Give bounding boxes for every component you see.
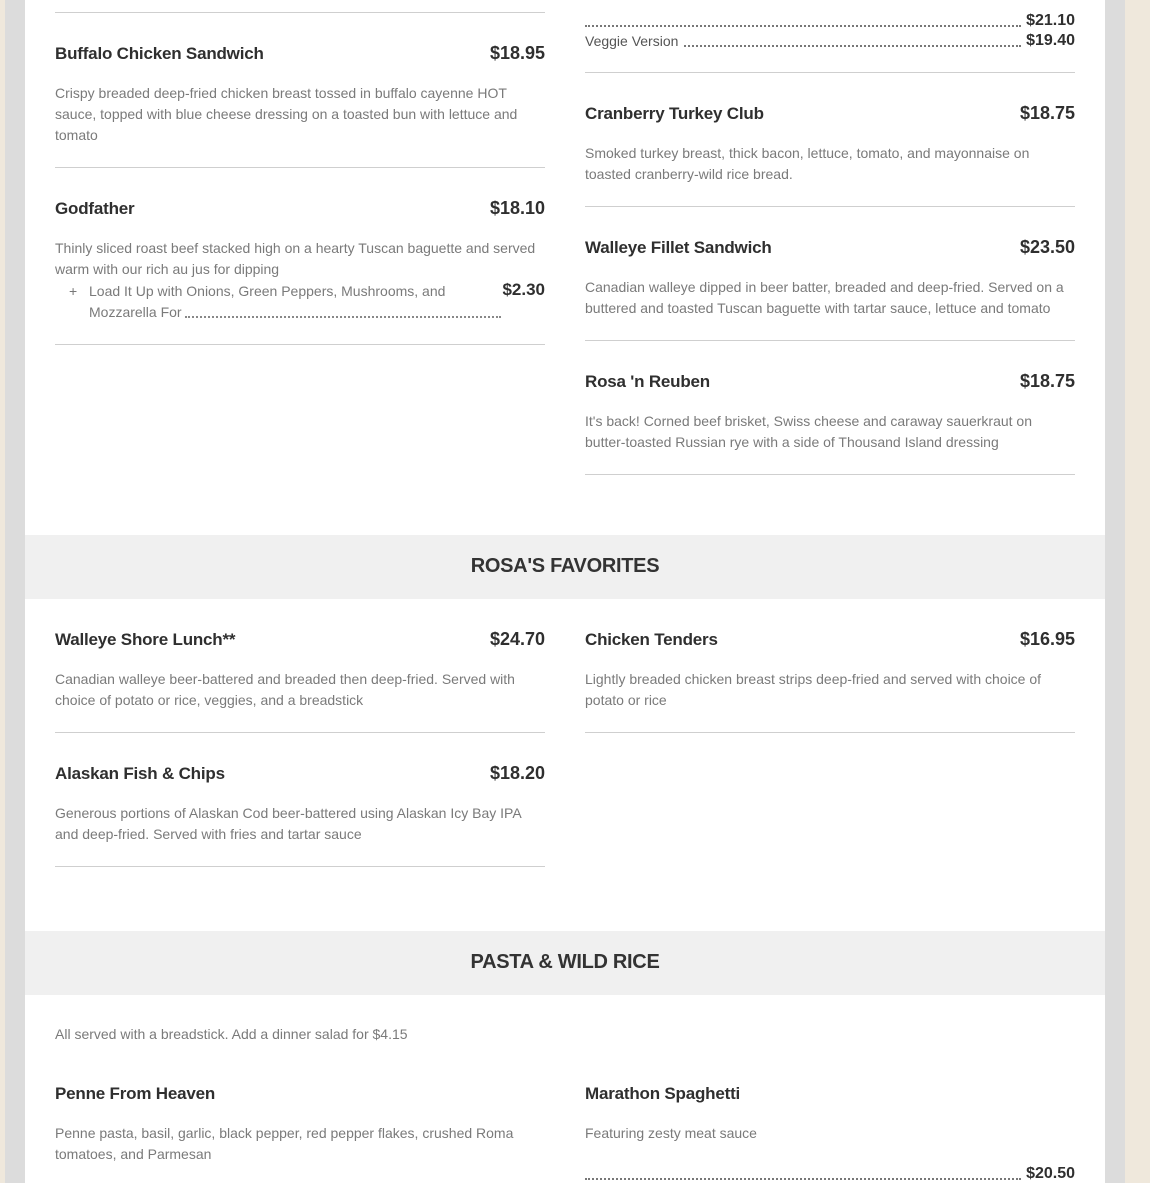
menu-item-header [55, 630, 545, 654]
item-name: Chicken Tenders [585, 630, 718, 649]
menu-item-header [585, 104, 1075, 128]
dot-leader [185, 316, 501, 318]
divider [55, 732, 545, 733]
item-price: $16.95 [1019, 629, 1075, 649]
item-description: Lightly breaded chicken breast strips deep-fried and served with choice of potato or rice [585, 671, 1042, 708]
divider [585, 340, 1075, 341]
item-description: It's back! Corned beef brisket, Swiss cheese and caraway sauerkraut on butter-toasted Russian rye with a side of Thousand Island dressing [585, 413, 1033, 450]
item-name: Walleye Fillet Sandwich [585, 238, 772, 257]
section-title: PASTA & WILD RICE [470, 951, 660, 973]
item-description: Penne pasta, basil, garlic, black pepper, red pepper flakes, crushed Roma tomatoes, and Parmesan [55, 1125, 514, 1162]
item-name: Marathon Spaghetti [585, 1084, 741, 1103]
item-price: $18.75 [1019, 103, 1075, 123]
item-name: Buffalo Chicken Sandwich [55, 44, 264, 63]
dot-leader [585, 25, 1021, 27]
option-price: $21.10 [1026, 12, 1075, 29]
dot-leader [585, 1178, 1021, 1180]
item-price: $18.10 [489, 198, 545, 218]
menu-item-header [55, 1084, 545, 1108]
price-option-row [585, 11, 1075, 31]
divider [55, 866, 545, 867]
price-option-row [585, 31, 1075, 51]
divider [585, 732, 1075, 733]
item-price: $18.95 [489, 43, 545, 63]
item-name: Alaskan Fish & Chips [55, 764, 225, 783]
price-option-row [585, 1164, 1075, 1183]
item-name: Rosa 'n Reuben [585, 372, 710, 391]
divider [585, 72, 1075, 73]
item-price: $24.70 [489, 629, 545, 649]
menu-item-header [55, 199, 545, 223]
item-description: Generous portions of Alaskan Cod beer-battered using Alaskan Icy Bay IPA and deep-fried. Served with fries and tartar sauce [55, 805, 521, 842]
divider [585, 474, 1075, 475]
item-name: Cranberry Turkey Club [585, 104, 764, 123]
section-note: All served with a breadstick. Add a dinner salad for $4.15 [55, 1026, 408, 1042]
menu-page [25, 0, 1105, 1183]
item-description: Smoked turkey breast, thick bacon, lettuce, tomato, and mayonnaise on toasted cranberry-wild rice bread. [585, 145, 1030, 182]
item-name: Walleye Shore Lunch** [55, 630, 236, 649]
divider [55, 167, 545, 168]
divider [55, 344, 545, 345]
item-description: Thinly sliced roast beef stacked high on a hearty Tuscan baguette and served warm with our rich au jus for dipping [55, 240, 536, 277]
add-on-label: Load It Up with Onions, Green Peppers, Mushrooms, and Mozzarella For [89, 283, 446, 320]
menu-item-header [55, 44, 545, 68]
item-price: $18.75 [1019, 371, 1075, 391]
page-gutter [5, 0, 1125, 1183]
section-heading-band [25, 931, 1105, 995]
section-heading-band [25, 535, 1105, 599]
item-price: $23.50 [1019, 237, 1075, 257]
menu-item-header [585, 630, 1075, 654]
item-description: Crispy breaded deep-fried chicken breast tossed in buffalo cayenne HOT sauce, topped with blue cheese dressing on a toasted bun with lettuce and tomato [55, 85, 518, 143]
item-description: Canadian walleye beer-battered and breaded then deep-fried. Served with choice of potato or rice, veggies, and a breadstick [55, 671, 515, 708]
add-on-price: $2.30 [502, 280, 545, 299]
menu-item-header [55, 764, 545, 788]
item-name: Penne From Heaven [55, 1084, 216, 1103]
menu-item-header [585, 238, 1075, 262]
add-on-option [55, 281, 545, 325]
item-description: Canadian walleye dipped in beer batter, breaded and deep-fried. Served on a buttered and toasted Tuscan baguette with tartar sauce, lettuce and tomato [585, 279, 1064, 316]
item-description: Featuring zesty meat sauce [585, 1125, 757, 1141]
option-price: $20.50 [1026, 1165, 1075, 1182]
option-price: $19.40 [1026, 32, 1075, 49]
item-price: $18.20 [489, 763, 545, 783]
plus-icon: + [69, 283, 78, 299]
option-label: Veggie Version [585, 31, 682, 51]
item-name: Godfather [55, 199, 135, 218]
menu-item-header [585, 1084, 1075, 1108]
divider [55, 12, 545, 13]
section-title: ROSA'S FAVORITES [470, 555, 660, 577]
divider [585, 206, 1075, 207]
menu-item-header [585, 372, 1075, 396]
